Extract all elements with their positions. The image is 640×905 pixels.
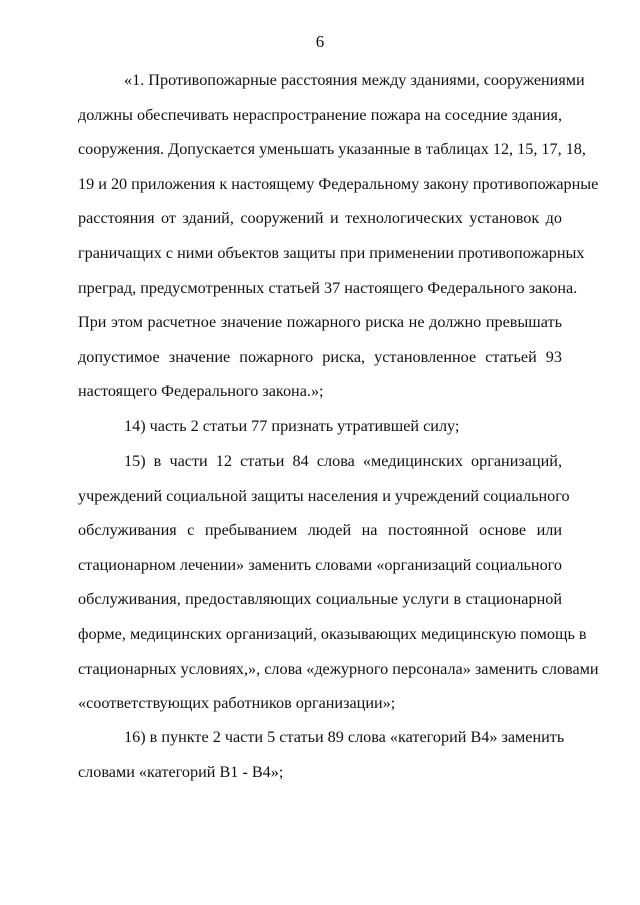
page-number: 6: [315, 32, 325, 51]
paragraph-item-14: [78, 409, 562, 444]
text-line: 19 и 20 приложения к настоящему Федеральному закону противопожарные: [78, 174, 599, 193]
text-line: форме, медицинских организаций, оказывающих медицинскую помощь в: [78, 624, 587, 643]
paragraph-item-16: [78, 720, 565, 789]
text-line: «1. Противопожарные расстояния между зданиями, сооружениями: [124, 71, 585, 89]
text-line: допустимое значение пожарного риска, установленное статьей 93: [78, 347, 562, 366]
text-line: стационарном лечении» заменить словами «организаций социального: [78, 555, 562, 574]
text-line: настоящего Федерального закона.»;: [78, 382, 324, 401]
text-line: 15) в части 12 статьи 84 слова «медицинских организаций,: [124, 452, 562, 470]
text-line: обслуживания с пребыванием людей на постоянной основе или: [78, 521, 562, 540]
text-line: словами «категорий В1 - В4»;: [78, 762, 284, 781]
text-line: сооружения. Допускается уменьшать указанные в таблицах 12, 15, 17, 18,: [78, 140, 586, 159]
text-line: 14) часть 2 статьи 77 признать утратившей силу;: [124, 417, 460, 435]
text-line: преград, предусмотренных статьей 37 настоящего Федерального закона.: [78, 278, 578, 297]
text-line: должны обеспечивать нераспространение пожара на соседние здания,: [78, 105, 562, 124]
text-line: При этом расчетное значение пожарного риска не должно превышать: [78, 313, 562, 332]
text-line: учреждений социальной защиты населения и учреждений социального: [78, 486, 570, 505]
text-line: 16) в пункте 2 части 5 статьи 89 слова «категорий В4» заменить: [124, 728, 565, 746]
text-line: «соответствующих работников организации»;: [78, 694, 396, 713]
text-line: граничащих с ними объектов защиты при применении противопожарных: [78, 243, 585, 262]
paragraph-item-15: [78, 444, 599, 721]
paragraph-fire-distances: [78, 63, 599, 409]
text-line: расстояния от зданий, сооружений и технологических установок до: [78, 209, 562, 228]
text-line: обслуживания, предоставляющих социальные услуги в стационарной: [78, 590, 562, 609]
text-line: стационарных условиях,», слова «дежурного персонала» заменить словами: [78, 659, 599, 678]
